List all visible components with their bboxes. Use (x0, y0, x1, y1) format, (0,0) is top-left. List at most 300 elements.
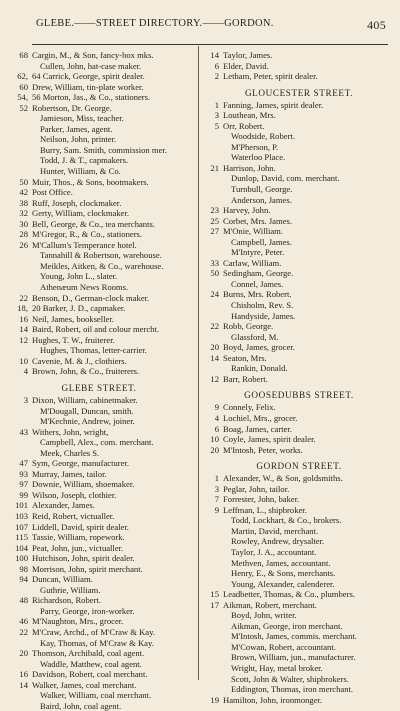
entry-text: Athenæum News Rooms. (40, 282, 129, 293)
entry-text: Kay, Thomas, of M'Craw & Kay. (40, 637, 154, 648)
house-number: 10 (210, 434, 219, 445)
house-number: 25 (210, 215, 219, 226)
house-number: 103 (15, 510, 28, 521)
directory-entry (4, 345, 194, 356)
entry-text: Neilson, John, printer. (40, 134, 117, 145)
directory-entry (4, 669, 194, 680)
entry-text: 64 Carrick, George, spirit dealer. (32, 71, 145, 82)
house-number: 19 (210, 694, 219, 705)
directory-entry (203, 173, 395, 184)
entry-text: Liddell, David, spirit dealer. (32, 521, 129, 532)
entry-text: Peat, John, jun., victualler. (32, 542, 124, 553)
house-number: 38 (19, 197, 28, 208)
house-number: 9 (214, 504, 219, 515)
directory-entry (203, 695, 395, 706)
house-number: 107 (15, 521, 28, 532)
directory-entry (4, 271, 194, 282)
entry-text: Barr, Robert. (223, 373, 268, 384)
house-number: 23 (210, 205, 219, 216)
entry-text: Bell, George, & Co., tea merchants. (32, 218, 155, 229)
entry-text: Duncan, William. (32, 574, 93, 585)
directory-entry (203, 445, 395, 456)
directory-entry (4, 219, 194, 230)
entry-text: M'Cowan, Robert, accountant. (231, 641, 336, 652)
directory-entry (4, 585, 194, 596)
directory-entry (4, 82, 194, 93)
entry-text: Brown, William, jun., manufacturer. (231, 652, 356, 663)
directory-entry (4, 406, 194, 417)
house-number: 48 (19, 595, 28, 606)
entry-text: 20 Barker, J. D., capmaker. (32, 303, 126, 314)
directory-entry (4, 187, 194, 198)
house-number: 4 (214, 412, 219, 423)
entry-text: Lochiel, Mrs., grocer. (223, 412, 298, 423)
entry-text: Turnbull, George. (231, 184, 293, 195)
entry-text: Corbet, Mrs. James. (223, 215, 292, 226)
street-heading (203, 86, 395, 100)
entry-text: Waddle, Matthew, coal agent. (40, 658, 142, 669)
directory-entry (4, 437, 194, 448)
column-divider (198, 46, 199, 680)
directory-entry (4, 595, 194, 606)
directory-entry (203, 342, 395, 353)
house-number: 17 (210, 599, 219, 610)
entry-text: Alexander, W., & Son, goldsmiths. (223, 473, 343, 484)
house-number: 10 (19, 355, 28, 366)
directory-entry (4, 61, 194, 72)
house-number: 4 (23, 366, 28, 377)
directory-entry (4, 427, 194, 438)
page-header (0, 10, 400, 32)
directory-entry (203, 505, 395, 516)
street-heading (4, 381, 194, 395)
directory-entry (203, 424, 395, 435)
entry-text: Post Office. (32, 187, 73, 198)
entry-text: Jamieson, Miss, teacher. (40, 113, 124, 124)
entry-text: Muir, Thos., & Sons, bootmakers. (32, 176, 149, 187)
directory-entry (203, 684, 395, 695)
street-heading-text: GOOSEDUBBS STREET. (244, 390, 354, 401)
entry-text: Taylor, James. (223, 50, 273, 60)
house-number: 22 (19, 292, 28, 303)
entry-text: Meikles, Aitken, & Co., warehouse. (40, 260, 164, 271)
directory-entry (4, 458, 194, 469)
directory-entry (4, 638, 194, 649)
entry-text: Wright, Hay, metal broker. (231, 662, 323, 673)
house-number: 99 (19, 489, 28, 500)
directory-entry (203, 353, 395, 364)
entry-text: Tannahill & Robertson, warehouse. (40, 250, 162, 261)
directory-entry (203, 579, 395, 590)
directory-entry (203, 568, 395, 579)
directory-entry (203, 413, 395, 424)
directory-entry (203, 652, 395, 663)
entry-text: M'Gregor, R., & Co., stationers. (32, 229, 143, 240)
directory-entry (203, 363, 395, 374)
entry-text: Forrester, John, baker. (223, 494, 300, 505)
entry-text: Hutchison, John, spirit dealer. (32, 553, 135, 564)
directory-entry (4, 282, 194, 293)
entry-text: Cargin, M., & Son, fancy-box mks. (32, 50, 154, 60)
house-number: 14 (19, 324, 28, 335)
entry-text: Rowley, Andrew, drysalter. (231, 536, 325, 547)
directory-entry (203, 205, 395, 216)
directory-entry (4, 240, 194, 251)
entry-text: Handyside, James. (231, 310, 296, 321)
entry-text: Brown, John, & Co., fruiterers. (32, 366, 140, 377)
entry-text: Baird, John, coal agent. (40, 700, 122, 711)
entry-text: Cavenie, M. & J., clothiers. (32, 355, 127, 366)
street-heading (203, 388, 395, 402)
entry-text: Walker, James, coal merchant. (32, 679, 137, 690)
entry-text: Young, Alexander, calenderer. (231, 578, 335, 589)
directory-entry (4, 145, 194, 156)
directory-entry (4, 50, 194, 61)
directory-entry (203, 589, 395, 600)
entry-text: Ruff, Joseph, clockmaker. (32, 197, 122, 208)
entry-text: Fanning, James, spirit dealer. (223, 99, 324, 110)
entry-text: Aikman, George, iron merchant. (231, 620, 343, 631)
directory-entry (4, 314, 194, 325)
directory-entry (203, 621, 395, 632)
directory-entry (4, 648, 194, 659)
entry-text: M'Callum's Temperance hotel. (32, 239, 137, 250)
entry-text: Reid, Robert, victualler. (32, 510, 115, 521)
house-number: 16 (19, 669, 28, 680)
entry-text: Todd, Lockhart, & Co., brokers. (231, 515, 342, 526)
house-number: 24 (210, 289, 219, 300)
entry-text: Orr, Robert. (223, 120, 265, 131)
directory-entry (203, 610, 395, 621)
house-number: 104 (15, 542, 28, 553)
directory-entry (4, 324, 194, 335)
street-heading-text: GLOUCESTER STREET. (244, 87, 354, 98)
directory-entry (203, 374, 395, 385)
house-number: 20 (210, 444, 219, 455)
house-number: 12 (210, 373, 219, 384)
directory-entry (203, 50, 395, 61)
house-number: 16 (19, 313, 28, 324)
street-heading (203, 459, 395, 473)
house-number: 14 (210, 50, 219, 60)
page-number: 405 (367, 18, 386, 32)
house-number: 32 (19, 208, 28, 219)
directory-entry (4, 659, 194, 670)
directory-entry (203, 484, 395, 495)
directory-entry (203, 402, 395, 413)
house-number: 115 (15, 532, 28, 543)
directory-entry (203, 152, 395, 163)
house-number: 26 (19, 239, 28, 250)
directory-entry (4, 532, 194, 543)
directory-entry (203, 311, 395, 322)
house-number: 3 (214, 483, 219, 494)
directory-entry (203, 558, 395, 569)
house-number: 30 (19, 218, 28, 229)
entry-text: Coyle, James, spirit dealer. (223, 434, 316, 445)
directory-entry (203, 237, 395, 248)
house-number: 50 (19, 176, 28, 187)
entry-text: Robertson, Dr. George. (32, 102, 112, 113)
directory-entry (203, 674, 395, 685)
entry-text: Chisholm, Rev. S. (231, 300, 294, 311)
house-number: 98 (19, 563, 28, 574)
directory-entry (4, 490, 194, 501)
directory-entry (4, 124, 194, 135)
entry-text: Hamilton, John, ironmonger. (223, 694, 323, 705)
entry-text: M'Intosh, James, commis. merchant. (231, 631, 357, 642)
directory-entry (4, 511, 194, 522)
entry-text: Carlaw, William. (223, 257, 282, 268)
directory-entry (4, 335, 194, 346)
entry-text: Boyd, James, grocer. (223, 342, 295, 353)
directory-entry (203, 247, 395, 258)
entry-text: Hughes, Thomas, letter-carrier. (40, 345, 147, 356)
entry-text: Benson, D., German-clock maker. (32, 292, 150, 303)
street-heading-text: GLEBE STREET. (61, 382, 137, 393)
directory-entry (4, 616, 194, 627)
entry-text: Walker, William, coal merchant. (40, 690, 152, 701)
entry-text: Tassie, William, ropework. (32, 532, 125, 543)
entry-text: Harvey, John. (223, 205, 271, 216)
house-number: 33 (210, 257, 219, 268)
house-number: 6 (214, 423, 219, 434)
directory-entry (203, 226, 395, 237)
house-number: 52 (19, 102, 28, 113)
directory-entry (203, 642, 395, 653)
directory-entry (4, 356, 194, 367)
house-number: 68 (19, 50, 28, 60)
directory-entry (4, 701, 194, 711)
entry-text: Dixon, William, cabinetmaker. (32, 394, 138, 405)
house-number: 21 (210, 162, 219, 173)
directory-entry (203, 300, 395, 311)
entry-text: M'Craw, Archd., of M'Craw & Kay. (32, 626, 155, 637)
house-number: 14 (19, 679, 28, 690)
entry-text: Harrison, John. (223, 162, 276, 173)
entry-text: M'Onie, William. (223, 226, 284, 237)
directory-entry (203, 100, 395, 111)
directory-entry (4, 606, 194, 617)
directory-entry (4, 366, 194, 377)
directory-entry (203, 121, 395, 132)
entry-text: Campbell, Alex., com. merchant. (40, 437, 154, 448)
entry-text: Methven, James, accountant. (231, 557, 331, 568)
entry-text: Young, John L., slater. (40, 271, 118, 282)
directory-entry (4, 680, 194, 691)
house-number: 9 (214, 402, 219, 413)
entry-text: Elder, David. (223, 60, 269, 71)
house-number: 60 (19, 81, 28, 92)
directory-entry (203, 71, 395, 82)
directory-entry (4, 522, 194, 533)
entry-text: Morrison, John, spirit merchant. (32, 563, 143, 574)
entry-text: Leffman, L., shipbroker. (223, 504, 307, 515)
entry-text: Alexander, James. (32, 500, 95, 511)
entry-text: Parry, George, iron-worker. (40, 605, 135, 616)
entry-text: Campbell, James. (231, 236, 292, 247)
entry-text: Glassford, M. (231, 331, 279, 342)
house-number: 3 (214, 110, 219, 121)
house-number: 20 (210, 342, 219, 353)
house-number: 43 (19, 426, 28, 437)
entry-text: Downie, William, shoemaker. (32, 479, 135, 490)
entry-text: Withers, John, wright, (32, 426, 109, 437)
house-number: 94 (19, 574, 28, 585)
directory-entry (4, 208, 194, 219)
directory-entry (4, 177, 194, 188)
directory-entry (203, 515, 395, 526)
house-number: 50 (210, 268, 219, 279)
entry-text: Richardson, Robert. (32, 595, 101, 606)
directory-entry (4, 574, 194, 585)
entry-text: M'Intyre, Peter. (231, 247, 285, 258)
directory-entry (203, 434, 395, 445)
directory-entry (4, 448, 194, 459)
directory-entry (4, 103, 194, 114)
house-number: 15 (210, 589, 219, 600)
entry-text: Louthean, Mrs. (223, 110, 276, 121)
directory-entry (203, 142, 395, 153)
directory-entry (203, 61, 395, 72)
house-number: 14 (210, 352, 219, 363)
entry-text: Boyd, John, writer. (231, 610, 297, 621)
directory-entry (4, 92, 194, 103)
entry-text: Wilson, Joseph, clothier. (32, 489, 117, 500)
entry-text: Thomson, Archibald, coal agent. (32, 648, 145, 659)
directory-entry (4, 627, 194, 638)
house-number: 100 (15, 553, 28, 564)
entry-text: M'Intosh, Peter, works. (223, 444, 303, 455)
entry-text: Taylor, J. A., accountant. (231, 546, 317, 557)
entry-text: Drew, William, tin-plate worker. (32, 81, 144, 92)
entry-text: Seaton, Mrs. (223, 352, 267, 363)
directory-entry (203, 184, 395, 195)
directory-entry (4, 155, 194, 166)
directory-entry (4, 500, 194, 511)
directory-entry (4, 229, 194, 240)
entry-text: M'Dougall, Duncan, smith. (40, 405, 134, 416)
directory-entry (4, 395, 194, 406)
entry-text: M'Naughton, Mrs., grocer. (32, 616, 124, 627)
entry-text: Martin, David, merchant. (231, 525, 319, 536)
directory-entry (4, 198, 194, 209)
entry-text: Hughes, T. W., fruiterer. (32, 334, 115, 345)
house-number: 3 (23, 394, 28, 405)
house-number: 7 (214, 494, 219, 505)
entry-text: Connel, James. (231, 278, 284, 289)
entry-text: Peglar, John, tailor. (223, 483, 290, 494)
directory-entry (203, 473, 395, 484)
entry-text: Parker, James, agent. (40, 123, 113, 134)
entry-text: Guthrie, William. (40, 584, 101, 595)
entry-text: Dunlop, David, com. merchant. (231, 173, 340, 184)
entry-text: Eddington, Thomas, iron merchant. (231, 684, 354, 695)
directory-entry (4, 479, 194, 490)
entry-text: Burry, Sam. Smith, commission mer. (40, 144, 167, 155)
directory-entry (4, 303, 194, 314)
entry-text: Todd, J. & T., capmakers. (40, 155, 129, 166)
house-number: 1 (214, 473, 219, 484)
house-number: 18, (17, 303, 28, 314)
entry-text: Rankin, Donald. (231, 363, 288, 374)
house-number: 12 (19, 334, 28, 345)
entry-text: Burns, Mrs. Robert. (223, 289, 292, 300)
entry-text: Baird, Robert, oil and colour mercht. (32, 324, 159, 335)
directory-entry (203, 321, 395, 332)
directory-entry (203, 631, 395, 642)
house-number: 54, (17, 92, 28, 103)
house-number: 5 (214, 120, 219, 131)
running-title: GLEBE.——STREET DIRECTORY.——GORDON. (36, 18, 274, 29)
house-number: 6 (214, 60, 219, 71)
directory-entry (4, 134, 194, 145)
house-number: 97 (19, 479, 28, 490)
house-number: 2 (214, 71, 219, 82)
street-heading-text: GORDON STREET. (256, 461, 342, 472)
directory-entry (4, 543, 194, 554)
house-number: 62, (17, 71, 28, 82)
entry-text: M'Pherson, P. (231, 141, 279, 152)
directory-entry (203, 536, 395, 547)
entry-text: Waterloo Place. (231, 152, 286, 163)
house-number: 42 (19, 187, 28, 198)
entry-text: Neil, James, bookseller. (32, 313, 114, 324)
entry-text: Cullen, John, hat-case maker. (40, 60, 142, 71)
house-number: 20 (19, 648, 28, 659)
house-number: 101 (15, 500, 28, 511)
entry-text: Sym, George, manufacturer. (32, 458, 129, 469)
directory-entry (203, 289, 395, 300)
directory-entry (4, 113, 194, 124)
entry-text: 56 Morton, Jas., & Co., stationers. (32, 92, 151, 103)
house-number: 27 (210, 226, 219, 237)
directory-entry (203, 663, 395, 674)
directory-entry (203, 131, 395, 142)
directory-entry (203, 547, 395, 558)
entry-text: Meek, Charles S. (40, 447, 100, 458)
directory-entry (203, 216, 395, 227)
directory-entry (203, 332, 395, 343)
entry-text: Boag, James, carter. (223, 423, 292, 434)
house-number: 1 (214, 99, 219, 110)
directory-entry (203, 600, 395, 611)
house-number: 22 (210, 321, 219, 332)
house-number: 22 (19, 626, 28, 637)
entry-text: Robb, George. (223, 321, 274, 332)
entry-text: Scott, John & Walter, shipbrokers. (231, 673, 349, 684)
directory-entry (203, 195, 395, 206)
entry-text: Murray, James, tailor. (32, 468, 107, 479)
house-number: 46 (19, 616, 28, 627)
entry-text: Henry, E., & Sons, merchants. (231, 568, 336, 579)
directory-entry (203, 526, 395, 537)
right-column (203, 50, 395, 705)
entry-text: Letham, Peter, spirit dealer. (223, 71, 318, 82)
header-rule (32, 44, 388, 45)
directory-entry (203, 494, 395, 505)
directory-entry (203, 110, 395, 121)
entry-text: Anderson, James. (231, 194, 292, 205)
directory-entry (203, 258, 395, 269)
entry-text: M'Kechnie, Andrew, joiner. (40, 416, 135, 427)
directory-entry (4, 71, 194, 82)
directory-entry (203, 163, 395, 174)
entry-text: Sedingham, George. (223, 268, 294, 279)
entry-text: Connely, Felix. (223, 402, 276, 413)
house-number: 93 (19, 468, 28, 479)
directory-entry (4, 553, 194, 564)
